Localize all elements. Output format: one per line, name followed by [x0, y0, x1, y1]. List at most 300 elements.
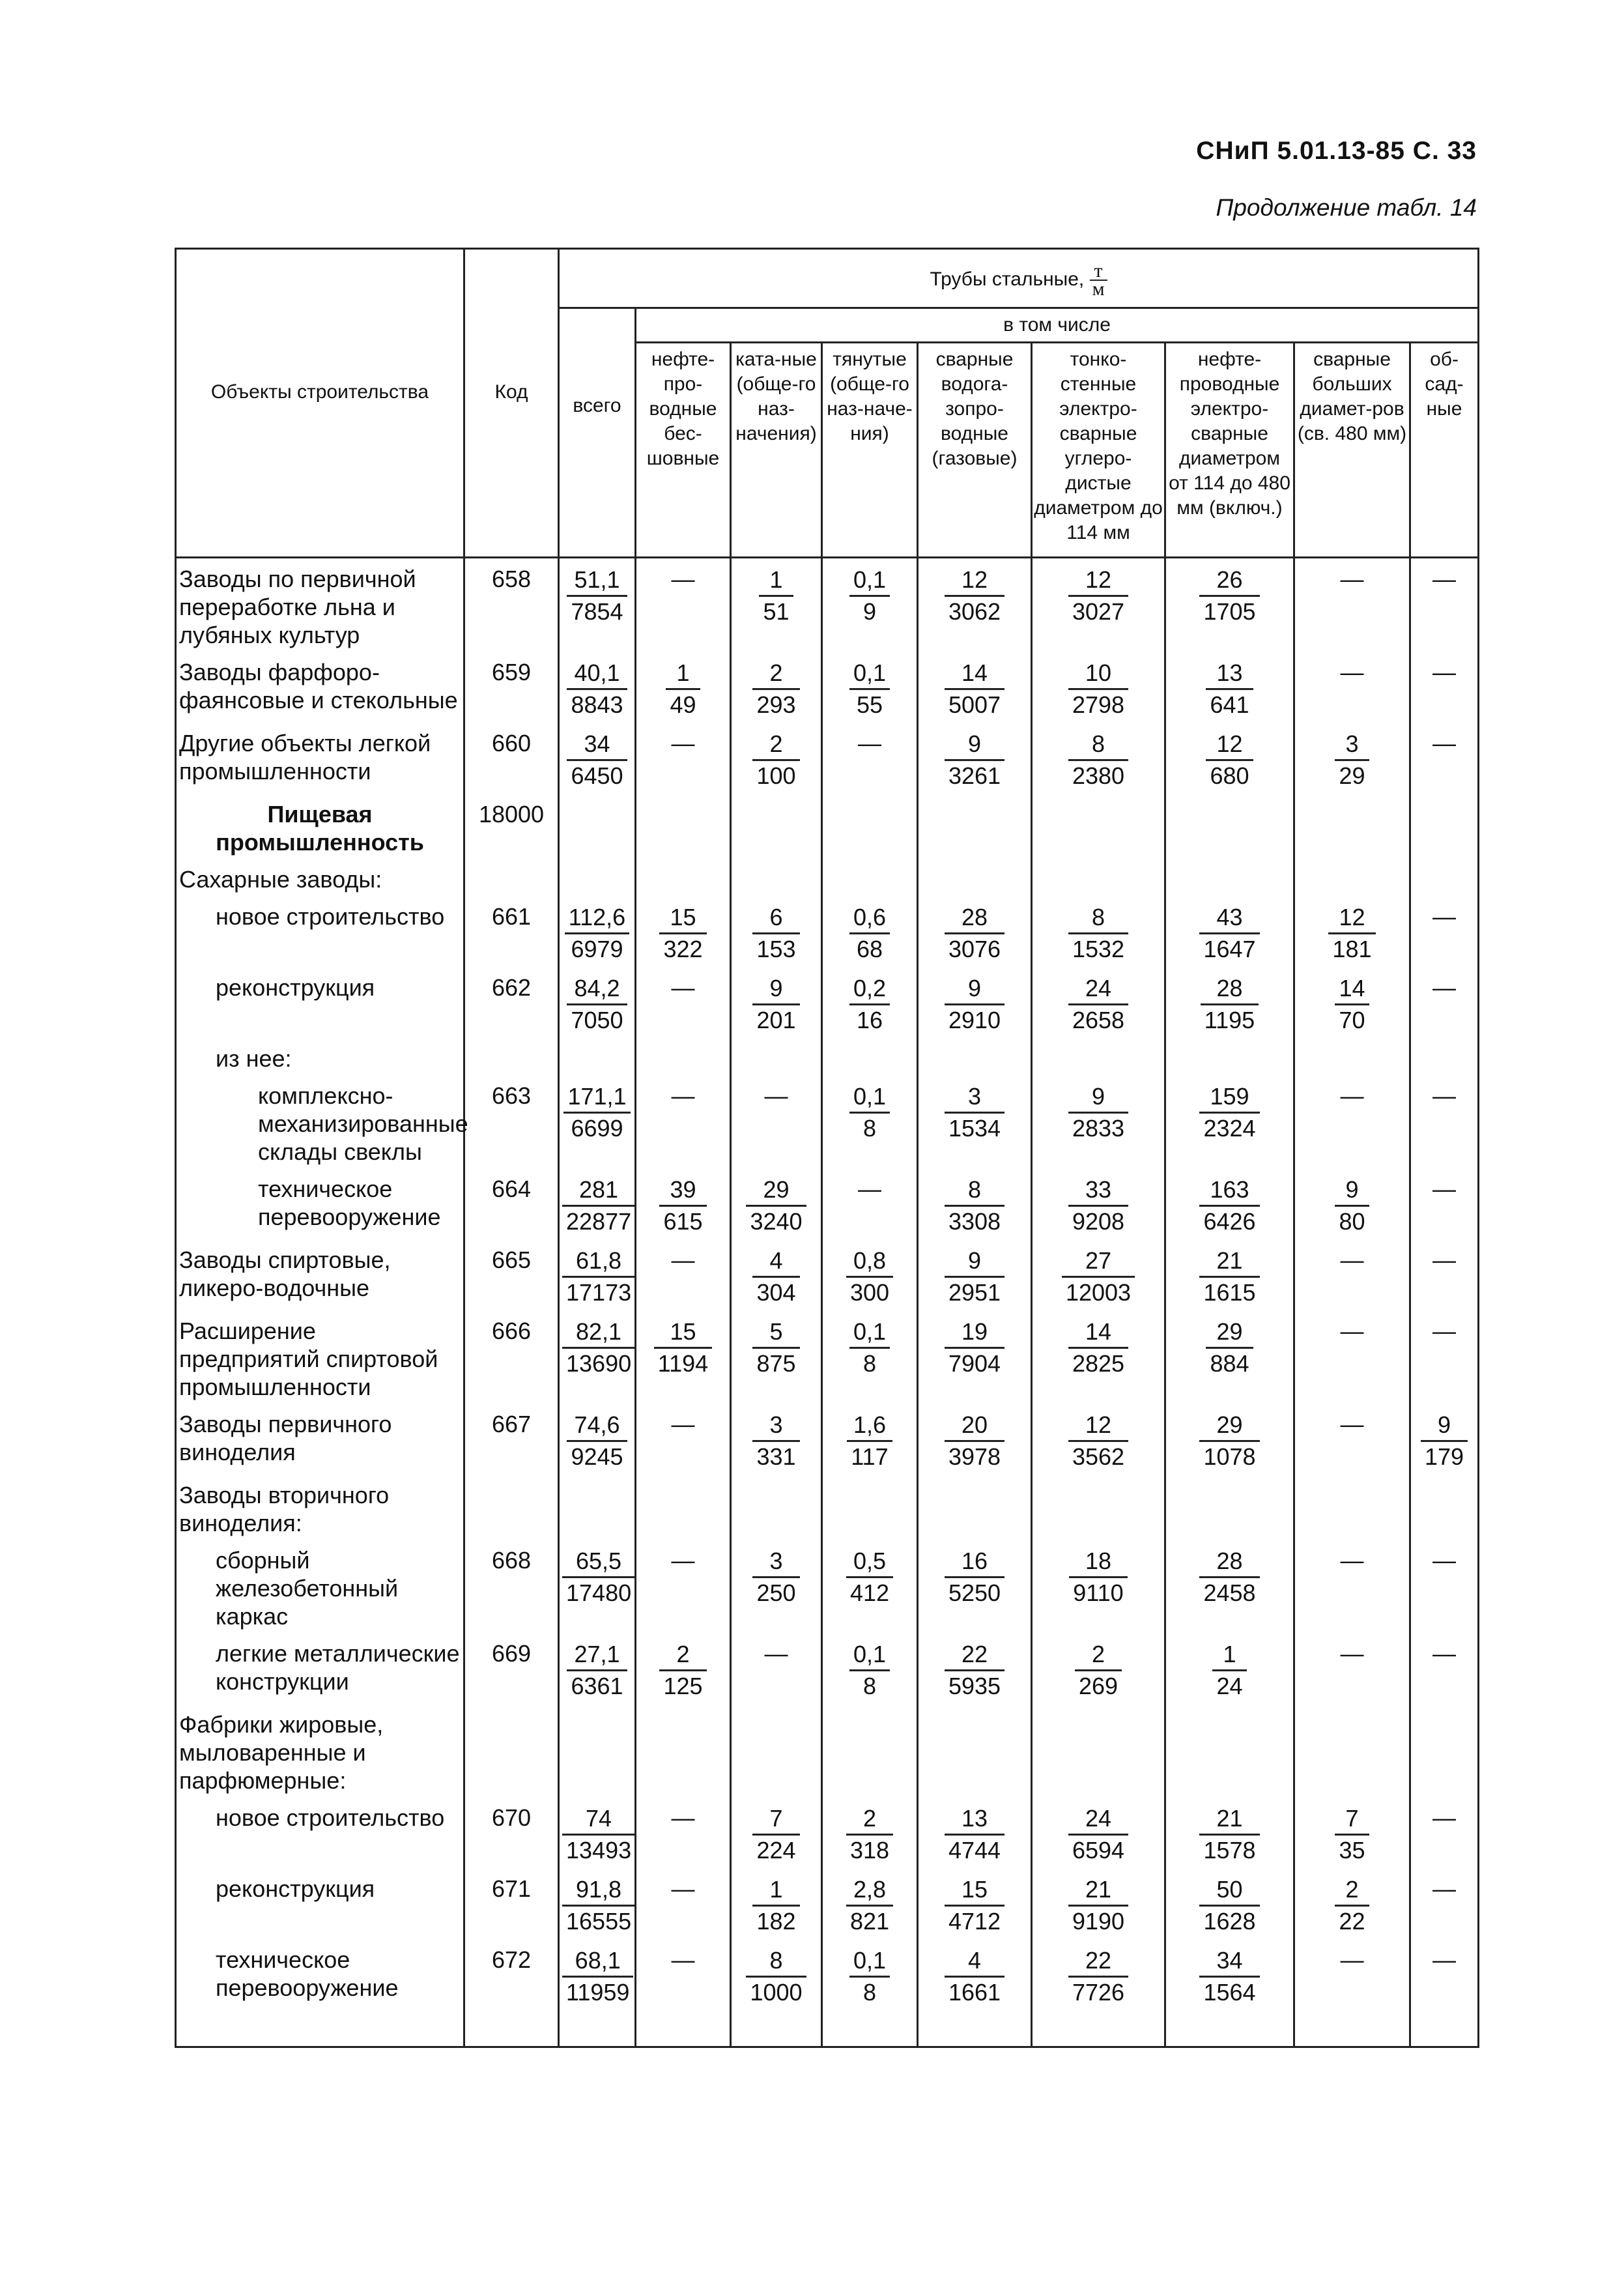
table-row [176, 967, 1479, 1038]
fraction-denominator: 12003 [1065, 1279, 1132, 1306]
table-cell [918, 1797, 1032, 1868]
fraction-denominator: 641 [1210, 691, 1249, 718]
fraction-numerator: 1 [1212, 1639, 1246, 1671]
table-cell [1165, 1239, 1294, 1310]
table-cell [636, 1797, 731, 1868]
fraction-denominator: 1615 [1203, 1279, 1256, 1306]
fraction-value [849, 1082, 890, 1144]
table-cell [1032, 1075, 1165, 1168]
fraction-value [849, 1639, 890, 1701]
row-object-name: Сахарные заводы: [176, 859, 464, 896]
fraction-value [945, 1875, 1004, 1937]
row-object-name: Расширение предприятий спиртовой промышленности [176, 1310, 464, 1404]
fraction-value [746, 1175, 806, 1237]
row-object-name: Пищевая промышленность [176, 794, 464, 859]
table-cell [822, 1404, 918, 1475]
fraction-numerator: 0,5 [846, 1546, 893, 1578]
table-row [176, 1239, 1479, 1310]
table-cell [822, 1939, 918, 2047]
table-cell [1410, 652, 1479, 723]
fraction-value [1335, 1804, 1369, 1866]
row-code: 660 [464, 723, 559, 794]
fraction-denominator: 24 [1216, 1673, 1243, 1699]
table-cell [731, 558, 822, 652]
fraction-value [945, 1804, 1004, 1866]
table-cell [918, 1704, 1032, 1797]
fraction-denominator: 821 [849, 1908, 890, 1935]
fraction-numerator: 68,1 [562, 1946, 633, 1978]
fraction-numerator: 20 [945, 1410, 1004, 1442]
fraction-denominator: 8 [862, 1350, 876, 1377]
fraction-denominator: 6594 [1072, 1837, 1125, 1864]
fraction-numerator: 14 [945, 658, 1004, 690]
table-row [176, 1475, 1479, 1540]
row-object-name: реконструкция [176, 1868, 464, 1939]
table-cell [1294, 859, 1410, 896]
cell-value: — [1340, 1246, 1364, 1273]
cell-value: — [1432, 730, 1457, 756]
table-cell [1165, 1633, 1294, 1704]
table-cell [636, 652, 731, 723]
table-cell [731, 1075, 822, 1168]
cell-value: — [671, 1411, 695, 1437]
fraction-denominator: 5250 [948, 1579, 1001, 1606]
fraction-numerator: 2 [752, 658, 799, 690]
table-cell [918, 1075, 1032, 1168]
cell-value: — [1432, 659, 1457, 685]
fraction-value [659, 902, 706, 964]
table-cell [731, 1038, 822, 1075]
fraction-numerator: 27,1 [567, 1639, 627, 1671]
table-row [176, 652, 1479, 723]
row-code: 665 [464, 1239, 559, 1310]
fraction-value [846, 1546, 893, 1608]
fraction-numerator: 28 [1199, 1546, 1259, 1578]
fraction-denominator: 224 [756, 1837, 796, 1864]
table-row [176, 794, 1479, 859]
table-cell [559, 1239, 636, 1310]
table-cell [1410, 1540, 1479, 1633]
table-cell [918, 1868, 1032, 1939]
row-object-name: Другие объекты легкой промышленности [176, 723, 464, 794]
table-cell [1410, 1168, 1479, 1239]
table-cell [559, 1475, 636, 1540]
cell-value: — [671, 1804, 695, 1831]
row-object-name: легкие металлические конструкции [176, 1633, 464, 1704]
row-code: 671 [464, 1868, 559, 1939]
row-code: 663 [464, 1075, 559, 1168]
table-cell [918, 652, 1032, 723]
fraction-numerator: 0,1 [849, 1639, 890, 1671]
table-cell [636, 1633, 731, 1704]
fraction-denominator: 2910 [948, 1007, 1001, 1033]
fraction-numerator: 65,5 [562, 1546, 635, 1578]
fraction-denominator: 55 [856, 691, 883, 718]
fraction-value [1199, 1246, 1259, 1308]
unit-denominator: м [1092, 278, 1105, 300]
fraction-value [752, 1546, 799, 1608]
fraction-denominator: 201 [756, 1007, 796, 1033]
table-cell [822, 1038, 918, 1075]
table-cell [559, 896, 636, 967]
fraction-value [562, 1175, 635, 1237]
table-cell [559, 794, 636, 859]
fraction-denominator: 5007 [948, 691, 1001, 718]
fraction-value [1069, 1546, 1127, 1608]
table-row [176, 1704, 1479, 1797]
fraction-value [945, 565, 1004, 627]
table-cell [1294, 1540, 1410, 1633]
fraction-numerator: 21 [1068, 1875, 1128, 1907]
fraction-numerator: 9 [945, 1246, 1004, 1278]
fraction-value [1068, 658, 1128, 720]
table-cell [822, 859, 918, 896]
row-code [464, 1704, 559, 1797]
fraction-denominator: 80 [1339, 1208, 1365, 1235]
table-cell [1410, 1404, 1479, 1475]
fraction-denominator: 300 [849, 1279, 890, 1306]
table-cell [822, 1633, 918, 1704]
fraction-denominator: 318 [849, 1837, 890, 1864]
fraction-value [567, 729, 627, 791]
fraction-numerator: 14 [1068, 1317, 1128, 1349]
table-cell [731, 1633, 822, 1704]
fraction-denominator: 331 [756, 1443, 796, 1470]
table-cell [1294, 1868, 1410, 1939]
row-object-name: Фабрики жировые, мыловаренные и парфюмерные: [176, 1704, 464, 1797]
table-cell [1410, 1075, 1479, 1168]
cell-value: — [1432, 1175, 1457, 1202]
table-cell [636, 1404, 731, 1475]
fraction-value [1199, 1946, 1259, 2008]
fraction-numerator: 1 [666, 658, 700, 690]
table-cell [1294, 1475, 1410, 1540]
table-row [176, 1939, 1479, 2047]
fraction-numerator: 9 [1068, 1082, 1128, 1114]
fraction-value [752, 1410, 799, 1472]
table-row [176, 1168, 1479, 1239]
fraction-numerator: 50 [1199, 1875, 1259, 1907]
fraction-numerator: 33 [1068, 1175, 1128, 1207]
fraction-numerator: 24 [1068, 1804, 1128, 1836]
row-object-name: техническое перевооружение [176, 1939, 464, 2047]
cell-value: — [764, 1640, 788, 1667]
table-cell [731, 1868, 822, 1939]
fraction-denominator: 2458 [1203, 1579, 1256, 1606]
header-total: всего [559, 308, 636, 558]
fraction-denominator: 1532 [1072, 936, 1125, 962]
table-cell [636, 1939, 731, 2047]
fraction-value [565, 902, 629, 964]
header-col-rolled: ката-ные (обще-го наз-начения) [731, 343, 822, 558]
table-cell [731, 1475, 822, 1540]
table-cell [636, 967, 731, 1038]
fraction-denominator: 6426 [1203, 1208, 1256, 1235]
cell-value: — [1432, 1946, 1457, 1973]
fraction-numerator: 2,8 [846, 1875, 893, 1907]
fraction-numerator: 18 [1069, 1546, 1127, 1578]
table-cell [1294, 1168, 1410, 1239]
row-code: 667 [464, 1404, 559, 1475]
table-cell [559, 1633, 636, 1704]
fraction-value [752, 973, 799, 1035]
fraction-denominator: 1194 [657, 1350, 709, 1377]
fraction-value [666, 658, 700, 720]
fraction-value [1206, 729, 1253, 791]
table-cell [731, 1310, 822, 1404]
fraction-numerator: 15 [945, 1875, 1004, 1907]
fraction-numerator: 28 [945, 902, 1004, 934]
table-cell [822, 967, 918, 1038]
table-cell [918, 1168, 1032, 1239]
fraction-numerator: 28 [1201, 973, 1259, 1005]
table-cell [1410, 1704, 1479, 1797]
header-steel-pipes [559, 249, 1479, 308]
table-cell [636, 1075, 731, 1168]
cell-value: — [1432, 1318, 1457, 1344]
table-cell [1165, 859, 1294, 896]
fraction-denominator: 2833 [1072, 1115, 1125, 1142]
table-row [176, 1868, 1479, 1939]
fraction-value [1421, 1410, 1468, 1472]
table-cell [918, 859, 1032, 896]
table-cell [1410, 1239, 1479, 1310]
fraction-denominator: 3076 [948, 936, 1001, 962]
row-object-name: Заводы фарфоро-фаянсовые и стекольные [176, 652, 464, 723]
table-cell [1165, 1704, 1294, 1797]
table-cell [731, 1939, 822, 2047]
table-cell [636, 794, 731, 859]
fraction-value [752, 1317, 799, 1379]
table-cell [731, 723, 822, 794]
fraction-numerator: 1 [759, 565, 793, 597]
row-code: 668 [464, 1540, 559, 1633]
fraction-value [945, 1175, 1004, 1237]
table-row [176, 1797, 1479, 1868]
fraction-denominator: 1705 [1203, 598, 1256, 625]
table-cell [1294, 896, 1410, 967]
fraction-denominator: 322 [663, 936, 703, 962]
fraction-denominator: 1195 [1204, 1007, 1255, 1033]
table-cell [559, 1168, 636, 1239]
fraction-denominator: 16555 [566, 1908, 632, 1935]
fraction-value [1068, 1804, 1128, 1866]
fraction-numerator: 8 [945, 1175, 1004, 1207]
table-cell [1032, 1939, 1165, 2047]
fraction-value [1335, 1175, 1369, 1237]
row-object-name: Заводы спиртовые, ликеро-водочные [176, 1239, 464, 1310]
fraction-numerator: 12 [1068, 565, 1128, 597]
table-cell [1165, 1797, 1294, 1868]
fraction-numerator: 5 [752, 1317, 799, 1349]
table-cell [1032, 723, 1165, 794]
fraction-numerator: 7 [1335, 1804, 1369, 1836]
fraction-numerator: 14 [1335, 973, 1369, 1005]
cell-value: — [1432, 903, 1457, 930]
table-cell [1410, 794, 1479, 859]
row-object-name: комплексно-механизированные склады свеклы [176, 1075, 464, 1168]
fraction-numerator: 21 [1199, 1804, 1259, 1836]
fraction-denominator: 8 [862, 1115, 876, 1142]
table-cell [1032, 1404, 1165, 1475]
fraction-value [1199, 1410, 1259, 1472]
fraction-denominator: 7050 [571, 1007, 623, 1033]
fraction-value [1068, 1317, 1128, 1379]
fraction-denominator: 49 [670, 691, 696, 718]
fraction-value [849, 973, 890, 1035]
fraction-value [1062, 1246, 1135, 1308]
fraction-denominator: 412 [849, 1579, 890, 1606]
header-col-oil-electrowelded: нефте-проводные электро-сварные диаметром от 114 до 480 мм (включ.) [1165, 343, 1294, 558]
fraction-value [849, 1946, 890, 2008]
fraction-numerator: 1,6 [847, 1410, 892, 1442]
fraction-value [1068, 902, 1128, 964]
fraction-denominator: 1578 [1203, 1837, 1256, 1864]
table-cell [731, 1704, 822, 1797]
fraction-numerator: 8 [1068, 902, 1128, 934]
fraction-value [1068, 1410, 1128, 1472]
table-cell [636, 1540, 731, 1633]
fraction-value [1068, 1175, 1128, 1237]
table-cell [822, 1239, 918, 1310]
fraction-value [1206, 658, 1253, 720]
table-cell [1410, 1939, 1479, 2047]
table-cell [636, 1310, 731, 1404]
fraction-numerator: 4 [752, 1246, 799, 1278]
fraction-numerator: 171,1 [563, 1082, 630, 1114]
table-cell [1410, 1633, 1479, 1704]
fraction-numerator: 3 [1335, 729, 1369, 761]
table-cell [918, 967, 1032, 1038]
table-cell [1165, 558, 1294, 652]
fraction-value [945, 1546, 1004, 1608]
table-cell [731, 794, 822, 859]
table-cell [1032, 1310, 1165, 1404]
table-cell [731, 1540, 822, 1633]
table-cell [1410, 1310, 1479, 1404]
cell-value: — [858, 730, 881, 756]
header-col-water-gas: сварные водога-зопро-водные (газовые) [918, 343, 1032, 558]
header-including: в том числе [636, 308, 1479, 343]
fraction-numerator: 9 [1335, 1175, 1369, 1207]
fraction-denominator: 269 [1078, 1673, 1118, 1699]
table-row [176, 1310, 1479, 1404]
fraction-value [567, 1639, 627, 1701]
row-code: 662 [464, 967, 559, 1038]
fraction-numerator: 8 [1068, 729, 1128, 761]
unit-fraction [1090, 260, 1107, 300]
cell-value: — [1340, 1547, 1364, 1574]
fraction-denominator: 70 [1339, 1007, 1365, 1033]
fraction-denominator: 100 [756, 762, 796, 789]
fraction-value [846, 1804, 893, 1866]
table-cell [1410, 896, 1479, 967]
cell-value: — [671, 1547, 695, 1574]
fraction-value [752, 902, 799, 964]
fraction-denominator: 22 [1339, 1908, 1365, 1935]
fraction-denominator: 6699 [571, 1115, 623, 1142]
table-cell [559, 1704, 636, 1797]
table-cell [559, 1075, 636, 1168]
table-continuation-label: Продолжение табл. 14 [1216, 194, 1477, 221]
header-group-label: Трубы стальные, [930, 268, 1085, 290]
fraction-numerator: 9 [945, 729, 1004, 761]
table-cell [918, 1239, 1032, 1310]
row-code: 664 [464, 1168, 559, 1239]
fraction-value [562, 1317, 635, 1379]
fraction-numerator: 15 [654, 1317, 712, 1349]
table-cell [1165, 652, 1294, 723]
cell-value: — [1432, 1875, 1457, 1902]
table-cell [559, 967, 636, 1038]
table-cell [731, 967, 822, 1038]
fraction-value [1199, 902, 1259, 964]
cell-value: — [1340, 1640, 1364, 1667]
fraction-denominator: 3562 [1072, 1443, 1125, 1470]
table-cell [918, 558, 1032, 652]
fraction-numerator: 2 [752, 729, 799, 761]
cell-value: — [671, 974, 695, 1001]
header-col-large-diameter: сварные больших диамет-ров (св. 480 мм) [1294, 343, 1410, 558]
table-cell [559, 859, 636, 896]
fraction-numerator: 15 [659, 902, 706, 934]
fraction-value [752, 1246, 799, 1308]
table-cell [822, 558, 918, 652]
table-cell [731, 896, 822, 967]
fraction-denominator: 13493 [566, 1837, 632, 1864]
table-cell [1032, 652, 1165, 723]
row-object-name: Заводы вторичного виноделия: [176, 1475, 464, 1540]
table-cell [822, 723, 918, 794]
fraction-value [846, 1875, 893, 1937]
table-cell [1032, 1797, 1165, 1868]
fraction-numerator: 29 [1199, 1410, 1259, 1442]
fraction-numerator: 9 [752, 973, 799, 1005]
fraction-denominator: 29 [1339, 762, 1365, 789]
fraction-value [752, 658, 799, 720]
fraction-numerator: 19 [945, 1317, 1004, 1349]
table-cell [918, 1540, 1032, 1633]
fraction-numerator: 12 [1068, 1410, 1128, 1442]
fraction-value [567, 658, 627, 720]
fraction-denominator: 179 [1424, 1443, 1464, 1470]
table-cell [731, 1239, 822, 1310]
table-cell [1165, 1310, 1294, 1404]
row-code: 672 [464, 1939, 559, 2047]
row-object-name: реконструкция [176, 967, 464, 1038]
fraction-value [562, 1246, 635, 1308]
fraction-value [945, 902, 1004, 964]
header-col-casing: об-сад-ные [1410, 343, 1479, 558]
table-cell [1294, 794, 1410, 859]
fraction-denominator: 181 [1332, 936, 1372, 962]
table-cell [1032, 1540, 1165, 1633]
fraction-numerator: 0,1 [849, 1946, 890, 1978]
fraction-value [659, 1175, 706, 1237]
table-cell [918, 1038, 1032, 1075]
table-cell [1032, 967, 1165, 1038]
cell-value: — [1432, 1082, 1457, 1109]
fraction-denominator: 1000 [750, 1979, 803, 2006]
fraction-value [849, 1317, 890, 1379]
cell-value: — [1432, 1547, 1457, 1574]
table-cell [1294, 967, 1410, 1038]
fraction-denominator: 17173 [566, 1279, 632, 1306]
table-cell [559, 1310, 636, 1404]
header-objects: Объекты строительства [176, 249, 464, 558]
fraction-value [562, 1946, 633, 2008]
table-cell [1032, 859, 1165, 896]
